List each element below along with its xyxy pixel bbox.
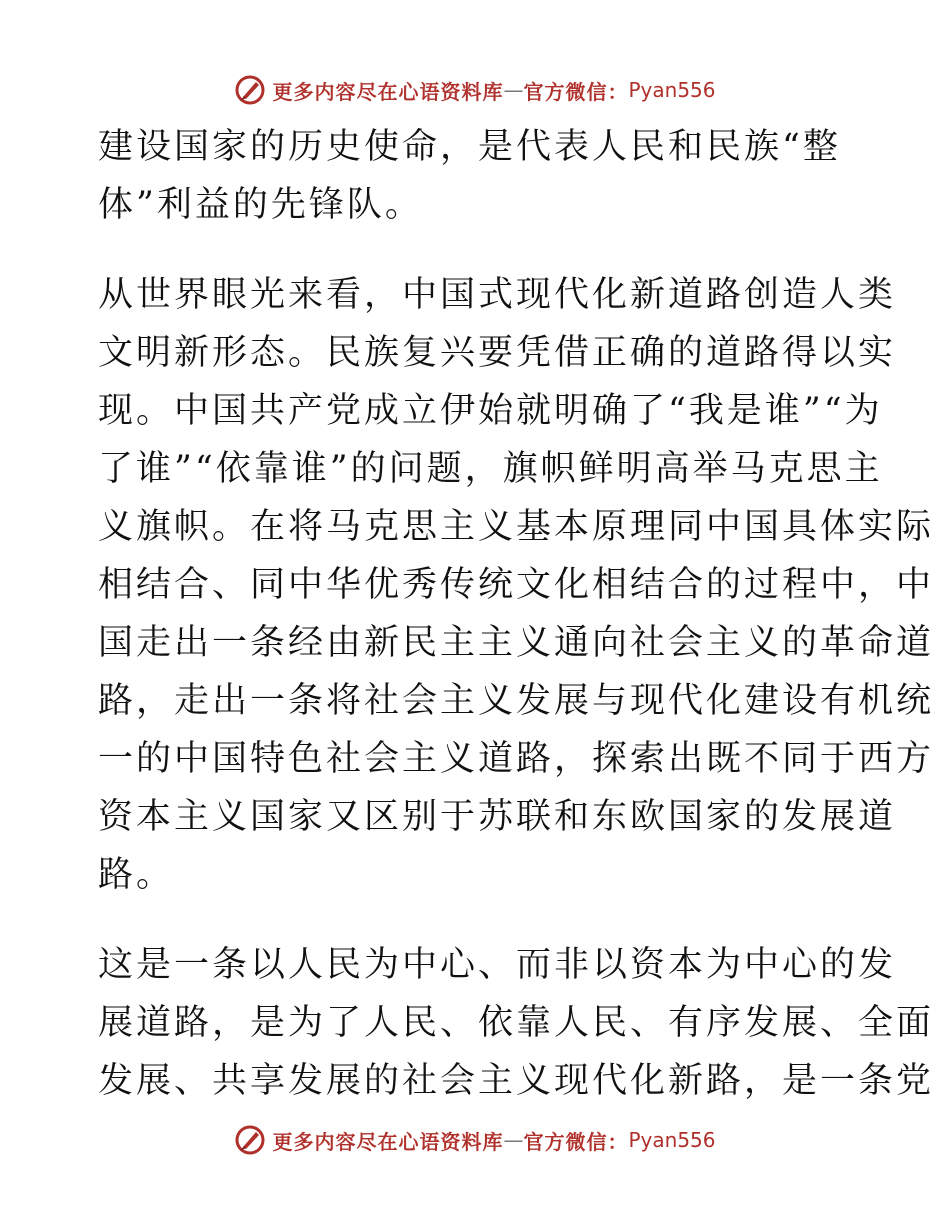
- text-line: 相结合、同中华优秀传统文化相结合的过程中，中: [98, 565, 935, 605]
- text-line: 路，走出一条将社会主义发展与现代化建设有机统: [98, 681, 935, 721]
- text-line: 建设国家的历史使命，是代表人民和民族“整: [98, 127, 841, 167]
- text-line: 资本主义国家又区别于苏联和东欧国家的发展道: [98, 797, 897, 837]
- text-line: 一的中国特色社会主义道路，探索出既不同于西方: [98, 739, 935, 779]
- text-line: 展道路，是为了人民、依靠人民、有序发展、全面: [98, 1003, 935, 1043]
- text-line: 路。: [98, 855, 175, 895]
- header-slogan: 更多内容尽在心语资料库: [272, 79, 504, 104]
- paragraph-1: [98, 118, 858, 234]
- text-line: 了谁”“依靠谁”的问题，旗帜鲜明高举马克思主: [98, 449, 883, 489]
- document-body: [98, 118, 935, 1110]
- text-line: 义旗帜。在将马克思主义基本原理同中国具体实际: [98, 507, 935, 547]
- footer-slogan: 更多内容尽在心语资料库: [272, 1129, 504, 1154]
- text-line: 国走出一条经由新民主主义通向社会主义的革命道: [98, 623, 935, 663]
- header-wechat-label: 官方微信：: [523, 79, 629, 104]
- text-line: 文明新形态。民族复兴要凭借正确的道路得以实: [98, 333, 897, 373]
- pen-nib-logo-icon: [234, 74, 266, 106]
- paragraph-3: [98, 936, 935, 1110]
- footer-separator: —: [503, 1128, 524, 1152]
- text-line: 现。中国共产党成立伊始就明确了“我是谁”“为: [98, 391, 883, 431]
- header-banner: [0, 70, 950, 110]
- header-wechat-id: Pyan556: [628, 78, 716, 102]
- text-line: 发展、共享发展的社会主义现代化新路，是一条党: [98, 1061, 935, 1101]
- footer-wechat-id: Pyan556: [628, 1128, 716, 1152]
- text-line: 体”利益的先锋队。: [98, 185, 423, 225]
- text-line: 这是一条以人民为中心、而非以资本为中心的发: [98, 945, 897, 985]
- text-line: 从世界眼光来看，中国式现代化新道路创造人类: [98, 275, 897, 315]
- footer-wechat-label: 官方微信：: [523, 1129, 629, 1154]
- header-separator: —: [503, 78, 524, 102]
- footer-banner: [0, 1120, 950, 1160]
- paragraph-2: [98, 266, 935, 904]
- pen-nib-logo-icon: [234, 1124, 266, 1156]
